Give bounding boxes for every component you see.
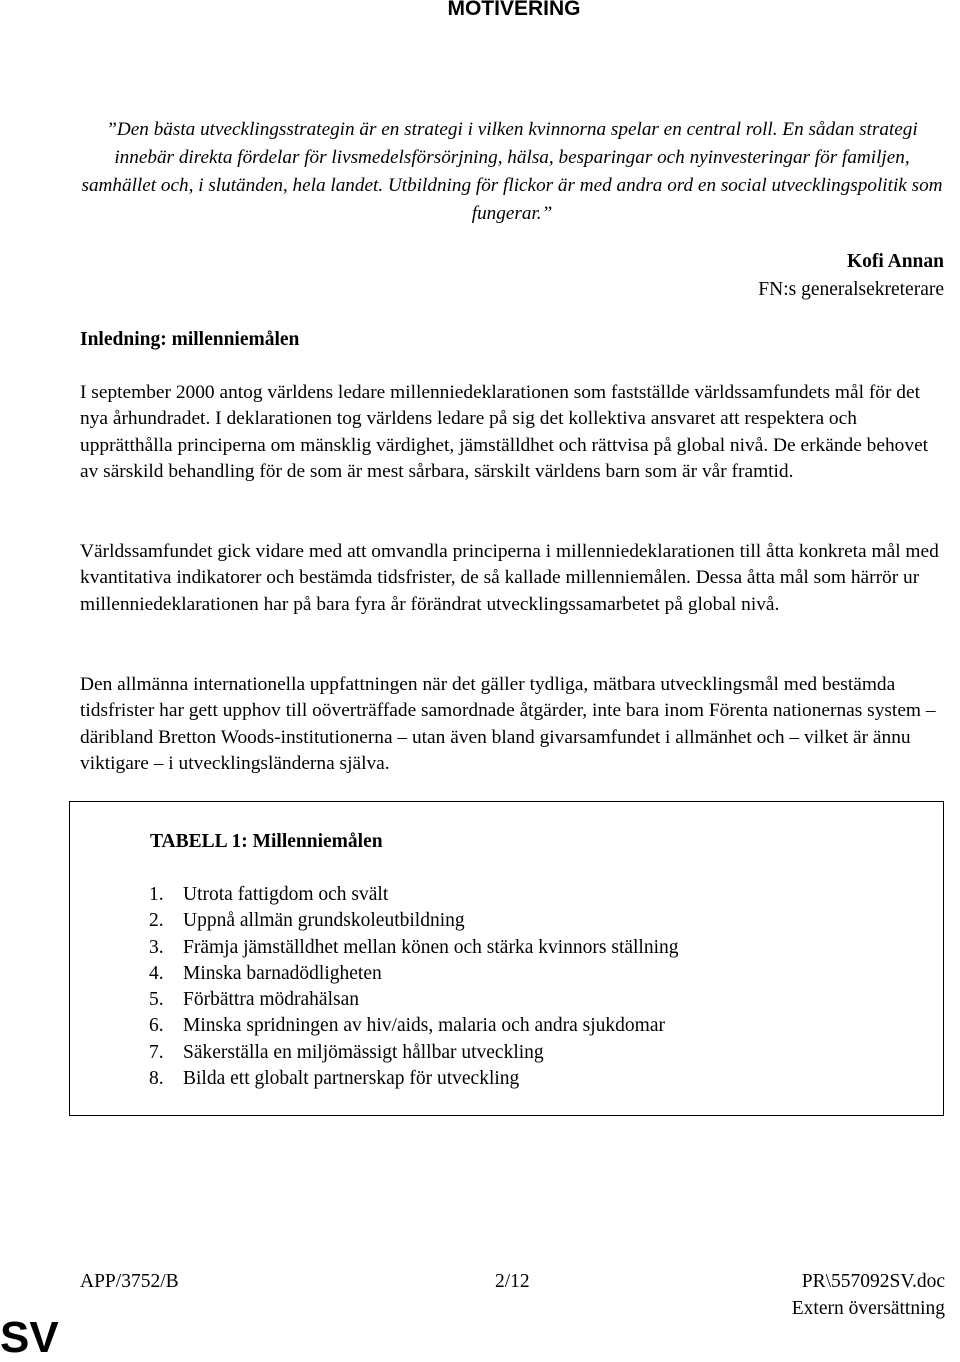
goal-item bbox=[149, 882, 679, 908]
epigraph-quote: ”Den bästa utvecklingsstrategin är en strategi i vilken kvinnorna spelar en central roll. En sådan strategi innebär direkta fördelar för livsmedelsförsörjning, hälsa, besparingar och nyinvesteringar för familjen, samhället och, i slutänden, hela landet. Utbildning för flickor är med andra ord en social utvecklingspolitik som fungerar.” bbox=[81, 119, 943, 224]
goals-table-title: TABELL 1: Millenniemålen bbox=[150, 831, 383, 852]
goal-text: Säkerställa en miljömässigt hållbar utveckling bbox=[183, 1041, 544, 1063]
goal-number: 5. bbox=[149, 989, 164, 1011]
body-paragraph-3: Den allmänna internationella uppfattningen när det gäller tydliga, mätbara utvecklingsmål med bestämda tidsfrister har gett upphov till oöverträffade samordnade åtgärder, inte bara inom Förenta nationernas system – däribland Bretton Woods-institutionerna – utan även bland givarsamfundet i allmänhet och – vilket är ännu viktigare – i utvecklingsländerna själva. bbox=[80, 674, 936, 775]
goal-text: Uppnå allmän grundskoleutbildning bbox=[183, 910, 465, 932]
goal-text: Utrota fattigdom och svält bbox=[183, 884, 389, 905]
footer-page-number: 2/12 bbox=[495, 1271, 530, 1292]
goal-text: Främja jämställdhet mellan könen och stärka kvinnors ställning bbox=[183, 936, 679, 958]
goal-number: 6. bbox=[149, 1015, 164, 1037]
footer-file-name: PR\557092SV.doc bbox=[801, 1271, 945, 1292]
page-header-title: MOTIVERING bbox=[447, 0, 581, 20]
goal-number: 1. bbox=[149, 884, 164, 905]
goal-number: 7. bbox=[149, 1041, 164, 1063]
goal-text: Bilda ett globalt partnerskap för utveckling bbox=[183, 1068, 520, 1090]
goal-item bbox=[149, 1013, 679, 1039]
goal-number: 2. bbox=[149, 910, 164, 932]
quote-author: Kofi Annan bbox=[847, 251, 944, 272]
footer-file-info bbox=[792, 1268, 945, 1322]
goals-list bbox=[149, 882, 679, 1092]
body-paragraph-1: I september 2000 antog världens ledare millenniedeklarationen som fastställde världssamfundets mål för det nya århundradet. I deklarationen tog världens ledare på sig det kollektiva ansvaret att respektera och upprätthålla principerna om mänsklig värdighet, jämställdhet och rättvisa på global nivå. De erkände behovet av särskild behandling för de som är mest sårbara, särskilt världens barn som är vår framtid. bbox=[80, 382, 929, 483]
quote-author-role: FN:s generalsekreterare bbox=[758, 279, 944, 300]
goal-text: Förbättra mödrahälsan bbox=[183, 989, 359, 1011]
quote-attribution bbox=[758, 248, 944, 304]
goal-item bbox=[149, 908, 679, 934]
goal-item bbox=[149, 1066, 679, 1092]
footer-translation-note: Extern översättning bbox=[791, 1298, 945, 1319]
goal-item bbox=[149, 987, 679, 1013]
goal-number: 3. bbox=[149, 936, 164, 958]
goal-text: Minska barnadödligheten bbox=[183, 962, 382, 984]
section-heading: Inledning: millenniemålen bbox=[80, 329, 300, 350]
goal-number: 4. bbox=[149, 962, 164, 984]
goal-number: 8. bbox=[149, 1068, 164, 1090]
goal-item bbox=[149, 961, 679, 987]
goal-item bbox=[149, 1040, 679, 1066]
goals-table-box bbox=[69, 801, 944, 1116]
footer-doc-ref: APP/3752/B bbox=[80, 1271, 179, 1292]
goal-text: Minska spridningen av hiv/aids, malaria och andra sjukdomar bbox=[183, 1015, 665, 1037]
language-code: SV bbox=[0, 1313, 59, 1362]
body-paragraph-2: Världssamfundet gick vidare med att omvandla principerna i millenniedeklarationen till åtta konkreta mål med kvantitativa indikatorer och bestämda tidsfrister, de så kallade millenniemålen. Dessa åtta mål som härrör ur millenniedeklarationen har på bara fyra år förändrat utvecklingssamarbetet på global nivå. bbox=[80, 541, 939, 615]
goal-item bbox=[149, 935, 679, 961]
